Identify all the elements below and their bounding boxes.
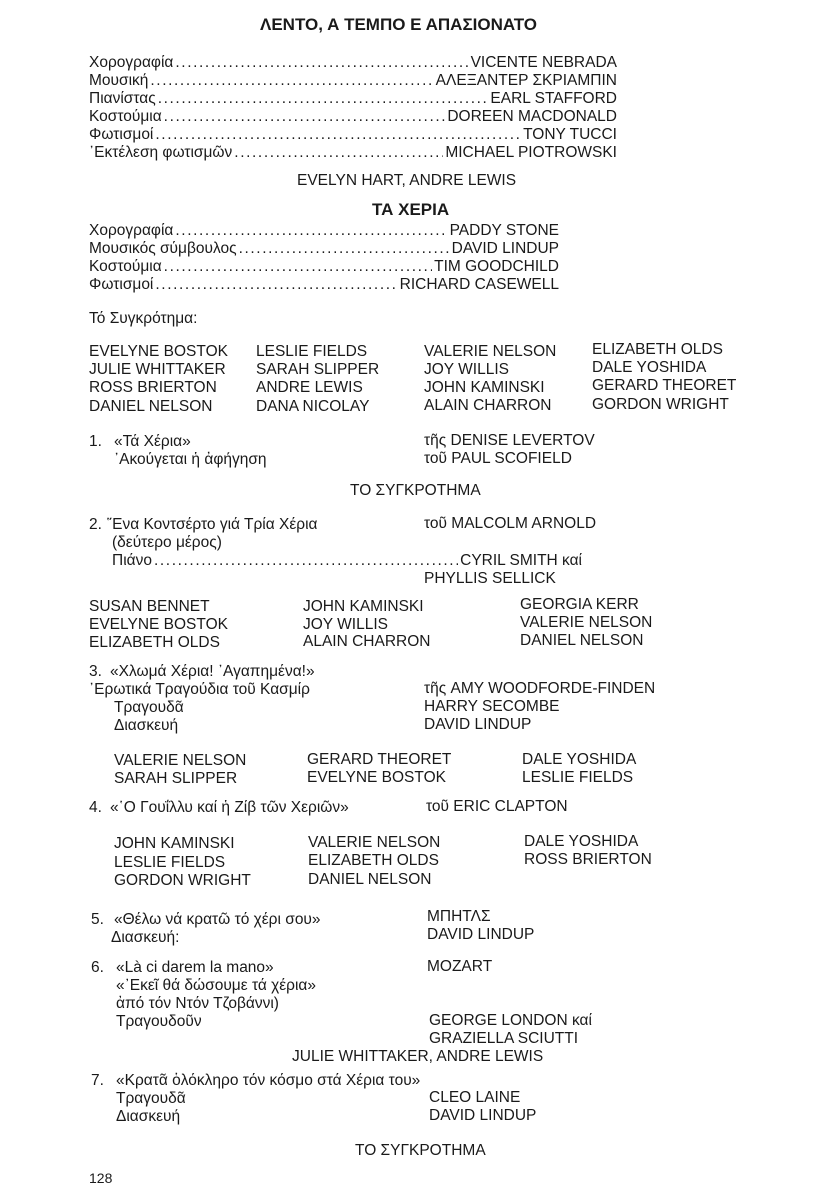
credit-row <box>89 90 617 108</box>
performers-line: EVELYN HART, ANDRE LEWIS <box>297 172 517 189</box>
cast-name: GEORGIA KERR <box>520 596 639 613</box>
cast-name: ANDRE LEWIS <box>256 379 363 396</box>
item-credit: PHYLLIS SELLICK <box>424 570 556 587</box>
item-line: ᾿Ακούγεται ἡ ἀφήγηση <box>114 451 267 468</box>
cast-name: ALAIN CHARRON <box>303 633 431 650</box>
cast-name: LESLIE FIELDS <box>256 343 368 360</box>
item-credit: DAVID LINDUP <box>429 1107 537 1124</box>
cast-name: VALERIE NELSON <box>520 614 653 631</box>
item-number: 3. <box>89 663 102 680</box>
leader-dots <box>164 108 446 126</box>
credit-value: RICHARD CASEWELL <box>399 276 559 293</box>
leader-dots <box>150 72 433 90</box>
credit-value: MICHAEL PIOTROWSKI <box>445 144 617 161</box>
item-credit: GEORGE LONDON καί <box>429 1012 592 1029</box>
ensemble-label: Τό Συγκρότημα: <box>89 310 198 327</box>
leader-dots <box>154 552 458 570</box>
cast-name: JOHN KAMINSKI <box>424 379 545 396</box>
item-credit: τοῦ ERIC CLAPTON <box>426 798 568 815</box>
cast-name: LESLIE FIELDS <box>114 854 226 871</box>
item-credit: τοῦ PAUL SCOFIELD <box>424 450 572 467</box>
leader-dots <box>158 90 489 108</box>
cast-name: ALAIN CHARRON <box>424 397 552 414</box>
credit-row <box>89 108 617 126</box>
page-number: 128 <box>89 1170 113 1186</box>
item-title: «Θέλω νά κρατῶ τό χέρι σου» <box>114 911 321 928</box>
item-number: 6. <box>91 959 104 976</box>
item-line: Τραγουδᾶ <box>114 699 184 716</box>
item-credit: CLEO LAINE <box>429 1089 521 1106</box>
item-title: «Là ci darem la mano» <box>116 959 274 976</box>
item-credit: τῆς AMY WOODFORDE-FINDEN <box>424 680 656 697</box>
cast-name: GERARD THEORET <box>307 751 452 768</box>
credit-value: EARL STAFFORD <box>490 90 617 107</box>
credit-value: TIM GOODCHILD <box>434 258 559 275</box>
item-credit: MOZART <box>427 958 493 975</box>
cast-name: JOY WILLIS <box>303 616 388 633</box>
credit-row <box>89 72 617 90</box>
credit-row <box>89 126 617 144</box>
leader-dots <box>155 126 521 144</box>
cast-name: SUSAN BENNET <box>89 598 210 615</box>
credit-label: Κοστούμια <box>89 258 162 275</box>
cast-name: LESLIE FIELDS <box>522 769 634 786</box>
item-line: Τραγουδᾶ <box>116 1090 186 1107</box>
item-number: 7. <box>91 1072 104 1089</box>
item-credit: DAVID LINDUP <box>427 926 535 943</box>
item-line: Διασκευή <box>114 717 179 734</box>
item-number: 2. <box>89 516 102 533</box>
cast-name: DANIEL NELSON <box>89 398 213 415</box>
leader-dots <box>239 240 450 258</box>
cast-name: EVELYNE BOSTOK <box>307 769 446 786</box>
cast-name: EVELYNE BOSTOK <box>89 616 228 633</box>
cast-name: DANIEL NELSON <box>520 632 644 649</box>
item-title: «Κρατᾶ ὁλόκληρο τόν κόσμο στά Χέρια του» <box>116 1072 421 1089</box>
credit-label: Χορογραφία <box>89 54 174 71</box>
item-line: ᾿Ερωτικά Τραγούδια τοῦ Κασμίρ <box>89 681 310 698</box>
credit-row <box>89 258 559 276</box>
item-credit: DAVID LINDUP <box>424 716 532 733</box>
credit-label: Μουσική <box>89 72 149 89</box>
credit-label: Χορογραφία <box>89 222 174 239</box>
item-credit: τῆς DENISE LEVERTOV <box>424 432 595 449</box>
credit-value: TONY TUCCI <box>523 126 617 143</box>
credit-row <box>112 552 582 570</box>
item-title: «Τά Χέρια» <box>114 433 191 450</box>
cast-name: ELIZABETH OLDS <box>89 634 220 651</box>
cast-name: VALERIE NELSON <box>308 834 441 851</box>
credit-row <box>89 144 617 162</box>
credit-row <box>89 54 617 72</box>
cast-name: ROSS BRIERTON <box>89 379 217 396</box>
item-credit: HARRY SECOMBE <box>424 698 560 715</box>
item-number: 1. <box>89 433 102 450</box>
item-title: ῞Ενα Κοντσέρτο γιά Τρία Χέρια <box>107 516 318 533</box>
performers-line: JULIE WHITTAKER, ANDRE LEWIS <box>292 1048 544 1065</box>
item-line: (δεύτερο μέρος) <box>112 534 222 551</box>
cast-name: JOHN KAMINSKI <box>303 598 424 615</box>
leader-dots <box>175 222 447 240</box>
credit-label: Μουσικός σύμβουλος <box>89 240 237 257</box>
credit-label: Κοστούμια <box>89 108 162 125</box>
cast-name: VALERIE NELSON <box>114 752 247 769</box>
cast-name: GERARD THEORET <box>592 377 737 394</box>
credit-value: DAVID LINDUP <box>451 240 559 257</box>
cast-name: DALE YOSHIDA <box>592 359 707 376</box>
item-credit: GRAZIELLA SCIUTTI <box>429 1030 579 1047</box>
item-line: Διασκευή: <box>111 929 180 946</box>
leader-dots <box>164 258 432 276</box>
credit-label: Πιάνο <box>112 552 152 569</box>
cast-name: GORDON WRIGHT <box>114 872 251 889</box>
leader-dots <box>155 276 397 294</box>
credit-value: CYRIL SMITH καί <box>460 552 582 569</box>
leader-dots <box>234 144 443 162</box>
credit-label: Φωτισμοί <box>89 126 154 143</box>
cast-name: DALE YOSHIDA <box>522 751 637 768</box>
cast-name: DANIEL NELSON <box>308 871 432 888</box>
credit-label: Φωτισμοί <box>89 276 154 293</box>
cast-name: JULIE WHITTAKER <box>89 361 226 378</box>
cast-name: EVELYNE BOSTOK <box>89 343 228 360</box>
credit-value: VICENTE NEBRADA <box>470 54 617 71</box>
credit-row <box>89 222 559 240</box>
item-number: 4. <box>89 799 102 816</box>
credit-value: DOREEN MACDONALD <box>447 108 617 125</box>
item-line: Τραγουδοῦν <box>116 1013 202 1030</box>
performers-line: ΤΟ ΣΥΓΚΡΟΤΗΜΑ <box>350 482 481 499</box>
item-credit: ΜΠΗΤΛΣ <box>427 908 491 925</box>
credit-label: ᾿Εκτέλεση φωτισμῶν <box>89 144 233 161</box>
item-number: 5. <box>91 911 104 928</box>
item-title: «Χλωμά Χέρια! ᾿Αγαπημένα!» <box>110 663 315 680</box>
credit-value: PADDY STONE <box>449 222 559 239</box>
section-title-lento: ΛΕΝΤΟ, Α ΤΕΜΠΟ Ε ΑΠΑΣΙΟΝΑΤΟ <box>260 15 538 34</box>
credit-row <box>89 240 559 258</box>
cast-name: ROSS BRIERTON <box>524 851 652 868</box>
cast-name: DANA NICOLAY <box>256 398 370 415</box>
performers-line: ΤΟ ΣΥΓΚΡΟΤΗΜΑ <box>355 1142 486 1159</box>
item-line: Διασκευή <box>116 1108 181 1125</box>
item-title: «῾Ο Γουΐλλυ καί ἡ Ζίβ τῶν Χεριῶν» <box>110 799 349 816</box>
cast-name: SARAH SLIPPER <box>114 770 238 787</box>
item-line: ἀπό τόν Ντόν Τζοβάννι) <box>116 995 279 1012</box>
cast-name: DALE YOSHIDA <box>524 833 639 850</box>
credit-row <box>89 276 559 294</box>
cast-name: SARAH SLIPPER <box>256 361 380 378</box>
cast-name: JOHN KAMINSKI <box>114 835 235 852</box>
section-title-ta-xeria: ΤΑ ΧΕΡΙΑ <box>372 200 450 219</box>
credit-label: Πιανίστας <box>89 90 156 107</box>
leader-dots <box>175 54 468 72</box>
credit-value: ΑΛΕΞΑΝΤΕΡ ΣΚΡΙΑΜΠΙΝ <box>435 72 617 89</box>
item-line: «᾿Εκεῖ θά δώσουμε τά χέρια» <box>116 977 317 994</box>
cast-name: ELIZABETH OLDS <box>308 852 439 869</box>
cast-name: GORDON WRIGHT <box>592 396 729 413</box>
cast-name: ELIZABETH OLDS <box>592 341 723 358</box>
item-credit: τοῦ MALCOLM ARNOLD <box>424 515 597 532</box>
cast-name: VALERIE NELSON <box>424 343 557 360</box>
cast-name: JOY WILLIS <box>424 361 509 378</box>
